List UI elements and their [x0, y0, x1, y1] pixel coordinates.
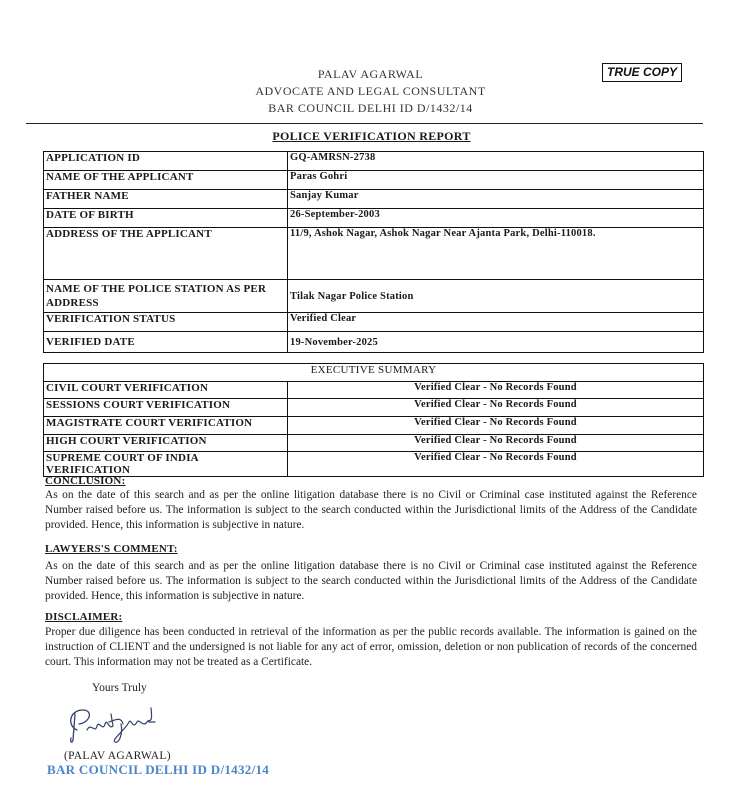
executive-summary-table	[43, 363, 704, 477]
court-result: Verified Clear - No Records Found	[288, 381, 704, 399]
table-row	[44, 190, 704, 209]
report-title: POLICE VERIFICATION REPORT	[272, 129, 471, 143]
court-label: HIGH COURT VERIFICATION	[44, 434, 288, 452]
closing-line: Yours Truly	[92, 682, 147, 694]
applicant-details-table	[43, 151, 704, 353]
table-row	[44, 280, 704, 313]
field-label: VERIFICATION STATUS	[44, 313, 288, 332]
advocate-name: PALAV AGARWAL	[317, 67, 424, 81]
field-value: 11/9, Ashok Nagar, Ashok Nagar Near Ajanta Park, Delhi-110018.	[288, 228, 704, 280]
court-result: Verified Clear - No Records Found	[288, 417, 704, 435]
table-row	[44, 364, 704, 382]
court-label: SUPREME COURT OF INDIA VERIFICATION	[44, 452, 288, 477]
field-value: Tilak Nagar Police Station	[288, 280, 704, 313]
disclaimer-heading: DISCLAIMER:	[45, 611, 123, 623]
field-label: NAME OF THE APPLICANT	[44, 171, 288, 190]
lawyers-comment-text: As on the date of this search and as per the online litigation database there is no Civil or Criminal case instituted against the Reference Number raised before us. The information is subject to the search conducted within the Jurisdictional limits of the Address of the Candidate provided. Hence, this information is subjective in nature.	[45, 560, 697, 602]
letterhead-bar-id: BAR COUNCIL DELHI ID D/1432/14	[268, 101, 473, 115]
table-row	[44, 399, 704, 417]
field-label: FATHER NAME	[44, 190, 288, 209]
field-value: GQ-AMRSN-2738	[288, 152, 704, 171]
disclaimer-text: Proper due diligence has been conducted in retrieval of the information as per the public records available. The information is gained on the instruction of CLIENT and the undersigned is not liable for any act of error, omission, deletion or non publication of records of the concerned court. This information may not be treated as a Certificate.	[45, 626, 697, 668]
court-result: Verified Clear - No Records Found	[288, 399, 704, 417]
court-label: MAGISTRATE COURT VERIFICATION	[44, 417, 288, 435]
conclusion-text: As on the date of this search and as per the online litigation database there is no Civil or Criminal case instituted against the Reference Number raised before us. The information is subject to the search conducted within the Jurisdictional limits of the Address of the Candidate provided. Hence, this information is subjective in nature.	[45, 489, 697, 531]
court-result: Verified Clear - No Records Found	[288, 434, 704, 452]
signoff-bar-id: BAR COUNCIL DELHI ID D/1432/14	[47, 762, 270, 777]
table-row	[44, 209, 704, 228]
table-row	[44, 434, 704, 452]
field-value: 26-September-2003	[288, 209, 704, 228]
handwritten-signature	[63, 700, 163, 748]
table-row	[44, 228, 704, 280]
table-row	[44, 171, 704, 190]
field-label: VERIFIED DATE	[44, 332, 288, 353]
table-row	[44, 452, 704, 477]
table-row	[44, 417, 704, 435]
table-row	[44, 381, 704, 399]
header-divider	[26, 123, 703, 124]
conclusion-heading: CONCLUSION:	[45, 475, 126, 487]
advocate-designation: ADVOCATE AND LEGAL CONSULTANT	[255, 84, 486, 98]
true-copy-stamp: TRUE COPY	[602, 63, 682, 82]
field-label: NAME OF THE POLICE STATION AS PER ADDRESS	[44, 280, 288, 313]
field-label: ADDRESS OF THE APPLICANT	[44, 228, 288, 280]
field-label: APPLICATION ID	[44, 152, 288, 171]
court-label: SESSIONS COURT VERIFICATION	[44, 399, 288, 417]
table-row	[44, 332, 704, 353]
court-result: Verified Clear - No Records Found	[288, 452, 704, 477]
table-row	[44, 313, 704, 332]
printed-name: (PALAV AGARWAL)	[64, 750, 171, 762]
table-row	[44, 152, 704, 171]
field-value: Sanjay Kumar	[288, 190, 704, 209]
lawyers-comment-heading: LAWYERS'S COMMENT:	[45, 543, 178, 555]
field-value: Verified Clear	[288, 313, 704, 332]
field-label: DATE OF BIRTH	[44, 209, 288, 228]
executive-summary-title: EXECUTIVE SUMMARY	[44, 364, 704, 382]
court-label: CIVIL COURT VERIFICATION	[44, 381, 288, 399]
field-value: Paras Gohri	[288, 171, 704, 190]
field-value: 19-November-2025	[288, 332, 704, 353]
